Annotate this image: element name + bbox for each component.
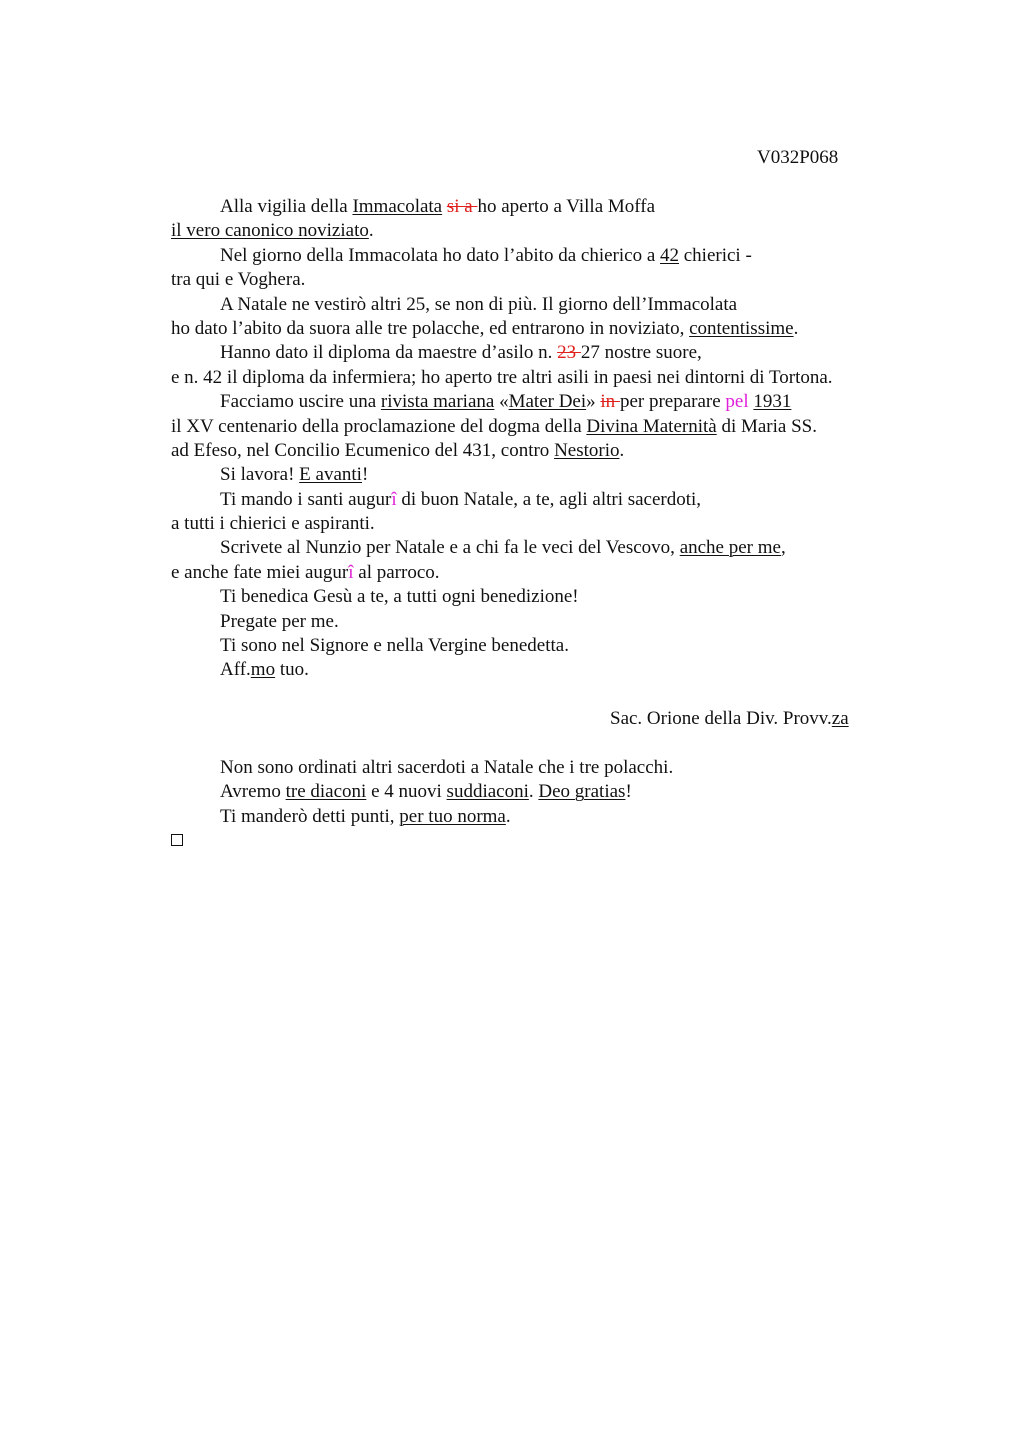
spacer [171,732,931,756]
letter-line-8: e n. 42 il diploma da infermiera; ho aperto tre altri asili in paesi nei dintorni di Tortona. [171,366,833,388]
letter-line-15: Scrivete al Nunzio per Natale e a chi fa le veci del Vescovo, anche per me, [220,537,786,559]
letter-line-16: e anche fate miei augurî al parroco. [171,561,440,583]
postscript-line-3: Ti manderò detti punti, per tuo norma. [220,805,511,827]
letter-body [171,195,931,854]
letter-line-9: Facciamo uscire una rivista mariana «Mater Dei» in per preparare pel 1931 [220,391,792,413]
letter-line-7: Hanno dato il diploma da maestre d’asilo n. 23 27 nostre suore, [220,342,702,364]
signature: Sac. Orione della Div. Provv.za [610,708,849,730]
letter-line-18: Pregate per me. [220,610,339,632]
inserted-text: î [391,488,397,510]
spacer [171,683,931,707]
letter-line-12: Si lavora! E avanti! [220,464,369,486]
letter-line-14: a tutti i chierici e aspiranti. [171,513,375,535]
end-box [171,829,931,853]
postscript-line-1: Non sono ordinati altri sacerdoti a Natale che i tre polacchi. [220,756,674,778]
letter-line-1: Alla vigilia della Immacolata si a ho aperto a Villa Moffa [220,196,656,217]
deleted-text: in [600,391,620,413]
letter-line-5: A Natale ne vestirò altri 25, se non di più. Il giorno dell’Immacolata [220,293,738,315]
deleted-text: 23 [557,342,581,364]
postscript-line-2: Avremo tre diaconi e 4 nuovi suddiaconi. Deo gratias! [220,781,632,803]
inserted-text: î [348,561,354,583]
square-icon [171,834,183,846]
letter-line-10: il XV centenario della proclamazione del dogma della Divina Maternità di Maria SS. [171,415,817,437]
page-id: V032P068 [757,147,839,168]
letter-line-17: Ti benedica Gesù a te, a tutti ogni benedizione! [220,586,579,608]
letter-line-2: il vero canonico noviziato. [171,220,374,242]
letter-line-6: ho dato l’abito da suora alle tre polacche, ed entrarono in noviziato, contentissime. [171,317,799,339]
letter-line-19: Ti sono nel Signore e nella Vergine benedetta. [220,635,569,657]
inserted-text: pel [725,391,749,413]
letter-line-13: Ti mando i santi augurî di buon Natale, a te, agli altri sacerdoti, [220,488,702,510]
letter-line-4: tra qui e Voghera. [171,269,306,291]
letter-line-11: ad Efeso, nel Concilio Ecumenico del 431, contro Nestorio. [171,439,625,461]
letter-line-20: Aff.mo tuo. [220,659,309,681]
letter-line-3: Nel giorno della Immacolata ho dato l’abito da chierico a 42 chierici - [220,244,752,266]
deleted-text: si a [446,196,478,217]
